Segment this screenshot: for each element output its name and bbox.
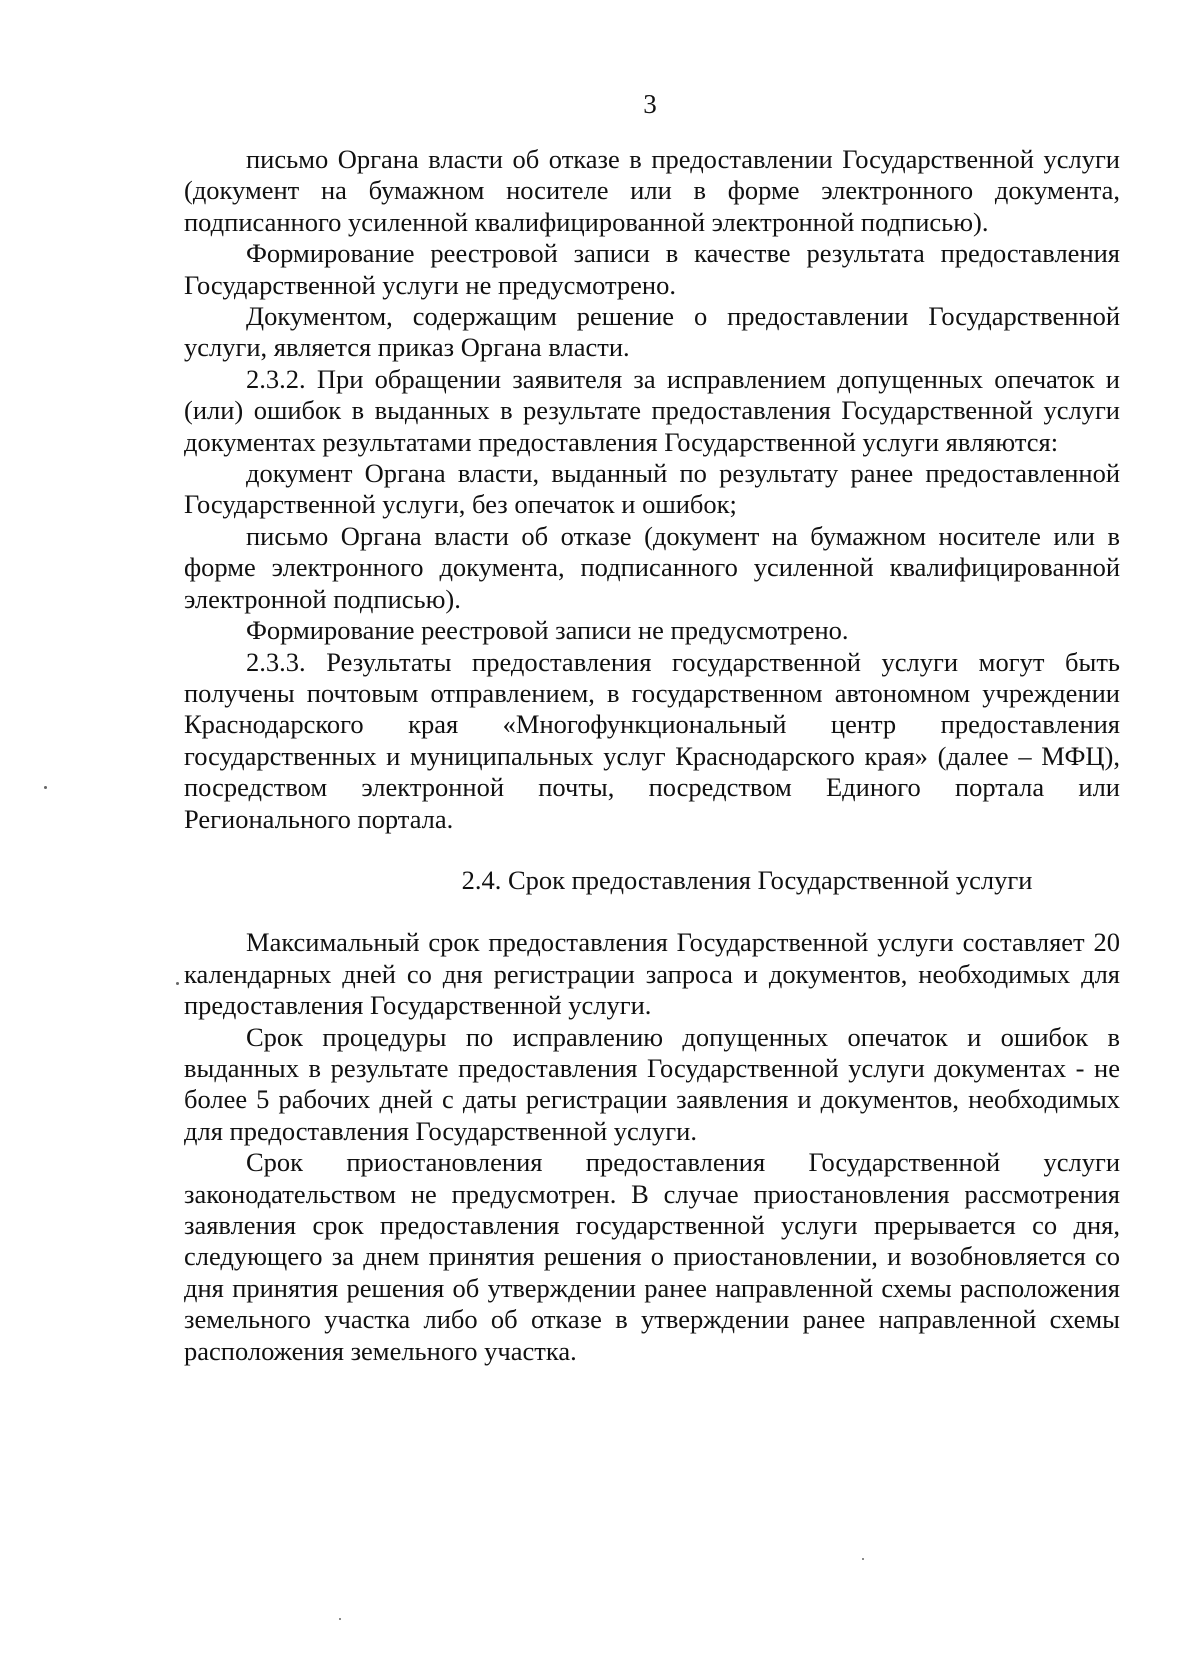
document-body [184,144,1120,1367]
paragraph: письмо Органа власти об отказе в предоставлении Государственной услуги (документ на бумажном носителе или в форме электронного документа, подписанного усиленной квалифицированной электронной подписью). [184,144,1120,237]
paragraph: 2.3.2. При обращении заявителя за исправлением допущенных опечаток и (или) ошибок в выданных в результате предоставления Государственной услуги документах результатами предоставления Государственной услуги являются: [184,363,1120,457]
paragraph: Максимальный срок предоставления Государственной услуги составляет 20 календарных дней со дня регистрации запроса и документов, необходимых для предоставления Государственной услуги. [184,927,1120,1021]
scan-speck [176,982,179,985]
scan-speck [44,786,47,789]
paragraph: документ Органа власти, выданный по результату ранее предоставленной Государственной услуги, без опечаток и ошибок; [184,458,1120,520]
scan-speck [862,1558,864,1560]
paragraph: 2.3.3. Результаты предоставления государственной услуги могут быть получены почтовым отправлением, в государственном автономном учреждении Краснодарского края «Многофункциональный центр предоставления государственных и муниципальных услуг Краснодарского края» (далее – МФЦ), посредством электронной почты, посредством Единого портала или Регионального портала. [184,646,1120,834]
page-number: 3 [643,89,657,119]
paragraph: письмо Органа власти об отказе (документ на бумажном носителе или в форме электронного документа, подписанного усиленной квалифицированной электронной подписью). [184,520,1120,614]
scan-speck [339,1618,341,1620]
paragraph: Формирование реестровой записи в качестве результата предоставления Государственной услуги не предусмотрено. [184,238,1120,300]
paragraph: Формирование реестровой записи не предусмотрено. [246,615,849,646]
paragraph: Срок процедуры по исправлению допущенных опечаток и ошибок в выданных в результате предоставления Государственной услуги документах - не более 5 рабочих дней с даты регистрации заявления и документов, необходимых для предоставления Государственной услуги. [184,1021,1120,1146]
section-heading: 2.4. Срок предоставления Государственной услуги [461,864,1033,895]
paragraph: Документом, содержащим решение о предоставлении Государственной услуги, является приказ Органа власти. [184,301,1120,363]
paragraph: Срок приостановления предоставления Государственной услуги законодательством не предусмотрен. В случае приостановления рассмотрения заявления срок предоставления государственной услуги прерывается со дня, следующего за днем принятия решения о приостановлении, и возобновляется со дня принятия решения об утверждении ранее направленной схемы расположения земельного участка либо об отказе в утверждении ранее направленной схемы расположения земельного участка. [184,1147,1120,1366]
